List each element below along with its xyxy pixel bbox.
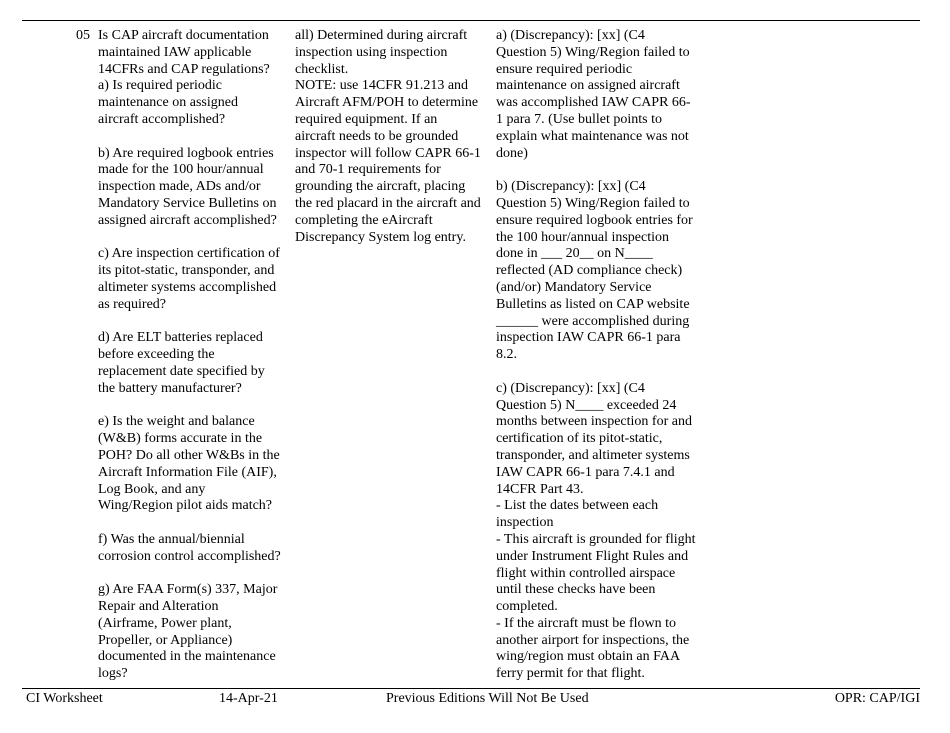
question-main: Is CAP aircraft documentation maintained IAW applicable 14CFRs and CAP regulations? a) Is required periodic maintenance on assigned aircraft accomplished?: [98, 28, 270, 127]
discrepancy-column: [496, 28, 706, 683]
question-e: e) Is the weight and balance (W&B) forms accurate in the POH? Do all other W&Bs in the Aircraft Information File (AIF), Log Book, and any Wing/Region pilot aids match?: [98, 414, 280, 514]
top-divider: [22, 20, 920, 21]
question-f: f) Was the annual/biennial corrosion control accomplished?: [98, 531, 281, 564]
question-b: b) Are required logbook entries made for the 100 hour/annual inspection made, ADs and/or Mandatory Service Bulletins on assigned aircraft accomplished?: [98, 145, 277, 228]
item-number: 05: [76, 28, 90, 43]
footer-divider: [22, 688, 920, 689]
footer-date: 14-Apr-21: [219, 691, 278, 706]
discrepancy-b: b) (Discrepancy): [xx] (C4 Question 5) Wing/Region failed to ensure required logbook entries for the 100 hour/annual inspection done in ___ 20__ on N____ reflected (AD compliance check) (and/or) Mandatory Service Bulletins as listed on CAP website ______ were accomplished during inspection IAW CAPR 66-1 para 8.2.: [496, 179, 693, 363]
guidance-column: [295, 28, 492, 246]
guidance-text: all) Determined during aircraft inspection using inspection checklist. NOTE: use 14CFR 91.213 and Aircraft AFM/POH to determine required equipment. If an aircraft needs to be grounded inspector will follow CAPR 66-1 and 70-1 requirements for grounding the aircraft, placing the red placard in the aircraft and completing the eAircraft Discrepancy System log entry.: [295, 28, 481, 245]
discrepancy-c: c) (Discrepancy): [xx] (C4 Question 5) N____ exceeded 24 months between inspection for and certification of its pitot-static, transponder, and altimeter systems IAW CAPR 66-1 para 7.4.1 and 14CFR Part 43. - List the dates between each inspection - This aircraft is grounded for flight under Instrument Flight Rules and flight within controlled airspace until these checks have been completed. - If the aircraft must be flown to another airport for inspections, the wing/region must obtain an FAA ferry permit for that flight.: [496, 380, 696, 682]
question-d: d) Are ELT batteries replaced before exceeding the replacement date specified by the battery manufacturer?: [98, 330, 265, 396]
footer-form-name: CI Worksheet: [26, 691, 103, 706]
question-c: c) Are inspection certification of its pitot-static, transponder, and altimeter systems accomplished as required?: [98, 246, 280, 312]
question-g: g) Are FAA Form(s) 337, Major Repair and Alteration (Airframe, Power plant, Propeller, or Appliance) documented in the maintenance logs?: [98, 582, 278, 682]
footer-notice: Previous Editions Will Not Be Used: [386, 691, 589, 706]
question-column: [98, 28, 293, 683]
discrepancy-a: a) (Discrepancy): [xx] (C4 Question 5) Wing/Region failed to ensure required periodic maintenance on assigned aircraft was accomplished IAW CAPR 66- 1 para 7. (Use bullet points to explain what maintenance was not done): [496, 28, 691, 161]
footer-opr: OPR: CAP/IGI: [834, 691, 920, 706]
